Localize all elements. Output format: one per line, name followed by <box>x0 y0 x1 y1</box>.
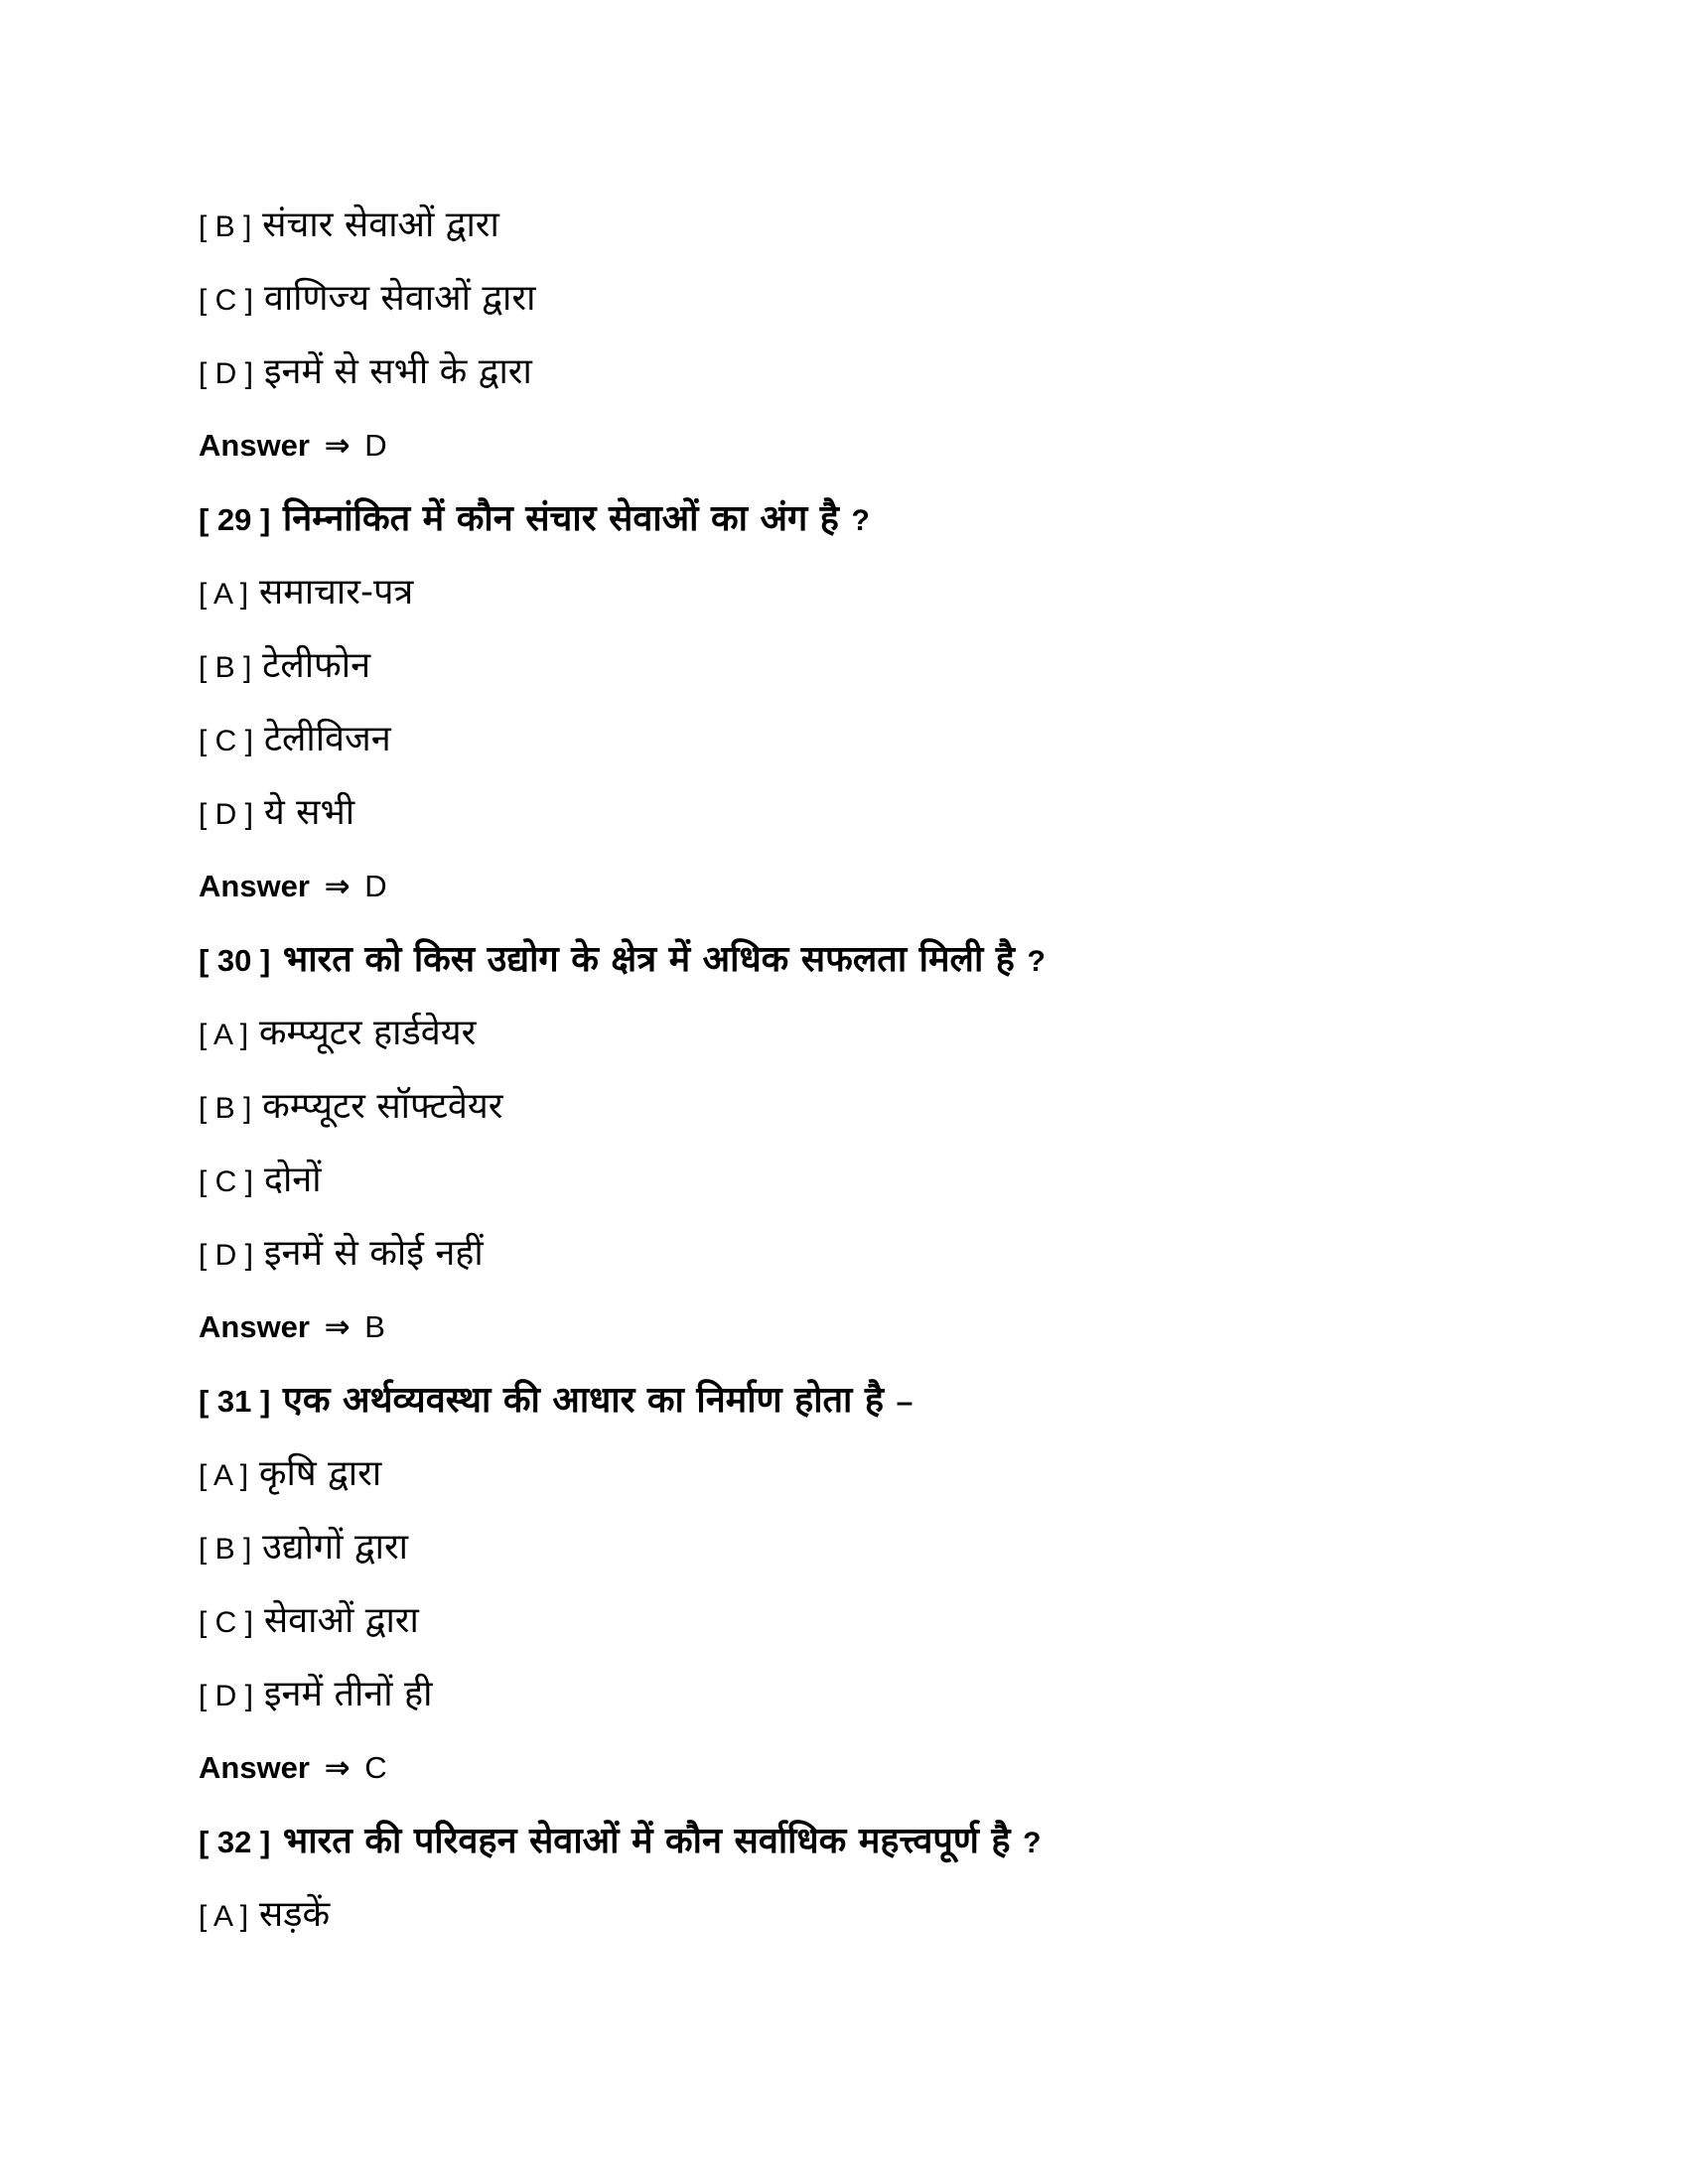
answer-line <box>199 1731 1489 1805</box>
option-line <box>199 262 1489 336</box>
answer-line <box>199 1291 1489 1364</box>
option-text: समाचार-पत्र <box>258 572 414 613</box>
option-line <box>199 1584 1489 1658</box>
option-text: टेलीफोन <box>262 645 371 686</box>
question-line <box>199 923 1489 997</box>
option-line <box>199 1070 1489 1144</box>
option-tag: [ A ] <box>199 1900 249 1933</box>
option-line <box>199 997 1489 1070</box>
option-text: सड़कें <box>258 1894 331 1935</box>
option-text: इनमें तीनों ही <box>263 1674 433 1714</box>
answer-value: B <box>364 1309 385 1344</box>
answer-line <box>199 850 1489 923</box>
option-tag: [ B ] <box>199 1092 252 1125</box>
option-line <box>199 189 1489 262</box>
question-line <box>199 1364 1489 1437</box>
question-number: [ 31 ] <box>199 1384 271 1419</box>
answer-label: Answer <box>199 1309 310 1344</box>
option-text: टेलीविजन <box>263 719 391 759</box>
answer-value: C <box>364 1750 387 1785</box>
question-end-mark: – <box>896 1386 914 1419</box>
option-tag: [ A ] <box>199 1019 249 1051</box>
option-line <box>199 1437 1489 1511</box>
option-line <box>199 1658 1489 1731</box>
option-line <box>199 1217 1489 1291</box>
option-line <box>199 629 1489 703</box>
answer-label: Answer <box>199 1750 310 1785</box>
option-text: वाणिज्य सेवाओं द्वारा <box>263 278 536 319</box>
option-line <box>199 703 1489 776</box>
option-tag: [ C ] <box>199 1165 254 1198</box>
option-text: कम्प्यूटर सॉफ्टवेयर <box>262 1086 503 1127</box>
option-line <box>199 776 1489 850</box>
question-number: [ 32 ] <box>199 1825 271 1859</box>
option-tag: [ D ] <box>199 1680 254 1712</box>
option-tag: [ D ] <box>199 357 254 390</box>
option-text: सेवाओं द्वारा <box>263 1600 419 1641</box>
option-tag: [ C ] <box>199 284 254 317</box>
answer-label: Answer <box>199 869 310 903</box>
option-tag: [ B ] <box>199 651 252 684</box>
question-end-mark: ? <box>1027 945 1046 978</box>
answer-value: D <box>364 428 387 463</box>
document-page <box>199 189 1489 1952</box>
implies-arrow-icon: ⇒ <box>324 1309 351 1345</box>
question-text: भारत को किस उद्योग के क्षेत्र में अधिक सफलता मिली है <box>282 939 1015 980</box>
implies-arrow-icon: ⇒ <box>324 1750 351 1786</box>
option-tag: [ A ] <box>199 578 249 611</box>
answer-label: Answer <box>199 428 310 463</box>
option-line <box>199 1878 1489 1952</box>
implies-arrow-icon: ⇒ <box>324 869 351 904</box>
option-line <box>199 336 1489 409</box>
option-line <box>199 1511 1489 1584</box>
question-line <box>199 482 1489 556</box>
question-text: एक अर्थव्यवस्था की आधार का निर्माण होता है <box>282 1380 885 1421</box>
question-number: [ 30 ] <box>199 943 271 978</box>
option-tag: [ A ] <box>199 1459 249 1492</box>
option-text: ये सभी <box>263 792 355 833</box>
question-end-mark: ? <box>851 504 870 537</box>
option-text: कम्प्यूटर हार्डवेयर <box>258 1013 477 1053</box>
question-number: [ 29 ] <box>199 502 271 537</box>
question-text: भारत की परिवहन सेवाओं में कौन सर्वाधिक महत्त्वपूर्ण है <box>282 1821 1011 1861</box>
option-text: कृषि द्वारा <box>258 1453 382 1494</box>
option-tag: [ D ] <box>199 798 254 831</box>
option-text: इनमें से कोई नहीं <box>263 1233 484 1274</box>
option-line <box>199 1144 1489 1217</box>
option-tag: [ D ] <box>199 1239 254 1272</box>
question-end-mark: ? <box>1023 1827 1042 1859</box>
option-tag: [ B ] <box>199 1533 252 1566</box>
answer-value: D <box>364 869 387 903</box>
option-line <box>199 556 1489 629</box>
option-text: इनमें से सभी के द्वारा <box>263 351 532 392</box>
option-text: उद्योगों द्वारा <box>262 1527 409 1568</box>
question-line <box>199 1805 1489 1878</box>
option-tag: [ B ] <box>199 210 252 243</box>
option-tag: [ C ] <box>199 1606 254 1639</box>
answer-line <box>199 409 1489 482</box>
question-text: निम्नांकित में कौन संचार सेवाओं का अंग है <box>282 498 839 539</box>
option-tag: [ C ] <box>199 725 254 757</box>
option-text: दोनों <box>263 1160 322 1200</box>
implies-arrow-icon: ⇒ <box>324 428 351 464</box>
option-text: संचार सेवाओं द्वारा <box>262 205 499 245</box>
